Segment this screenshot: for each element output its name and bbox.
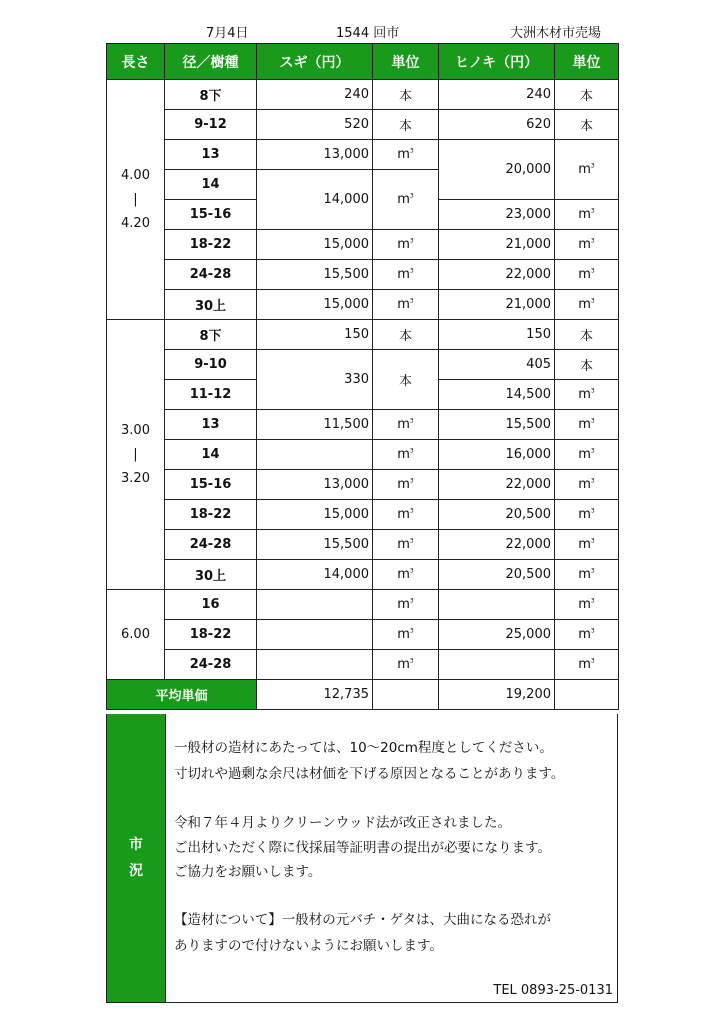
market-note-line: 【造材について】一般材の元バチ・ゲタは、大曲になる恐れが: [174, 912, 552, 928]
hinoki-price: 22,000: [439, 530, 555, 560]
length-cell: [107, 80, 165, 320]
header-market-name: 大洲木材市売場: [510, 26, 602, 41]
unit-symbol: m: [578, 237, 591, 252]
unit-symbol: m: [397, 477, 410, 492]
table-row: [107, 440, 619, 470]
unit-symbol: m: [397, 597, 410, 612]
length-value: 6.00: [121, 626, 150, 642]
hinoki-unit: 本: [555, 80, 619, 110]
length-separator: |: [133, 446, 138, 462]
unit-symbol: m: [578, 297, 591, 312]
market-label-char: 況: [129, 863, 143, 879]
hinoki-unit: $m^3$: [555, 230, 619, 260]
unit-symbol: m: [578, 657, 591, 672]
table-row: [107, 230, 619, 260]
table-row: [107, 260, 619, 290]
price-table: [106, 43, 619, 710]
hinoki-unit: $m^3$: [555, 500, 619, 530]
table-row: [107, 650, 619, 680]
col-header-unit: 単位: [373, 44, 439, 80]
sugi-price: [257, 440, 373, 470]
sugi-price: [257, 590, 373, 620]
sugi-unit: $m^3$: [373, 470, 439, 500]
unit-symbol: m: [578, 267, 591, 282]
market-conditions-text: [165, 714, 617, 1002]
diameter-cell: 16: [165, 590, 257, 620]
sugi-unit: $m^3$: [373, 260, 439, 290]
diameter-cell: 8下: [165, 320, 257, 350]
col-header-hinoki: ヒノキ（円）: [439, 44, 555, 80]
market-label-char: 市: [129, 837, 143, 853]
hinoki-unit: $m^3$: [555, 290, 619, 320]
sugi-unit: $m^3$: [373, 230, 439, 260]
header-date: 7月4日: [206, 26, 249, 41]
hinoki-unit: $m^3$: [555, 590, 619, 620]
hinoki-price: 15,500: [439, 410, 555, 440]
table-row: [107, 320, 619, 350]
sugi-price: 330: [257, 350, 373, 410]
hinoki-price: 20,500: [439, 500, 555, 530]
table-row: [107, 470, 619, 500]
sugi-price: 150: [257, 320, 373, 350]
sugi-price: [257, 650, 373, 680]
table-row: [107, 500, 619, 530]
sugi-price: 15,000: [257, 290, 373, 320]
table-row: [107, 560, 619, 590]
sugi-unit: $m^3$: [373, 590, 439, 620]
hinoki-price: 405: [439, 350, 555, 380]
diameter-cell: 15-16: [165, 470, 257, 500]
table-row: [107, 80, 619, 110]
hinoki-unit: $m^3$: [555, 440, 619, 470]
length-separator: |: [133, 191, 138, 207]
diameter-cell: 18-22: [165, 500, 257, 530]
col-header-unit: 単位: [555, 44, 619, 80]
unit-symbol: m: [397, 657, 410, 672]
hinoki-unit: 本: [555, 110, 619, 140]
sugi-unit: $m^3$: [373, 410, 439, 440]
hinoki-unit: 本: [555, 350, 619, 380]
hinoki-price: 22,000: [439, 470, 555, 500]
sugi-unit: 本: [373, 350, 439, 410]
hinoki-unit: $m^3$: [555, 650, 619, 680]
table-row: [107, 290, 619, 320]
sugi-price: 15,000: [257, 230, 373, 260]
hinoki-unit: $m^3$: [555, 410, 619, 440]
unit-symbol: m: [578, 507, 591, 522]
unit-symbol: m: [578, 597, 591, 612]
sugi-unit: $m^3$: [373, 290, 439, 320]
diameter-cell: 18-22: [165, 230, 257, 260]
diameter-cell: 30上: [165, 290, 257, 320]
sugi-price: [257, 620, 373, 650]
sugi-price: 13,000: [257, 140, 373, 170]
unit-symbol: m: [397, 237, 410, 252]
market-conditions-box: [106, 714, 618, 1003]
sugi-unit: 本: [373, 110, 439, 140]
hinoki-unit: $m^3$: [555, 260, 619, 290]
diameter-cell: 24-28: [165, 260, 257, 290]
hinoki-price: 16,000: [439, 440, 555, 470]
length-value: 3.00: [121, 422, 150, 438]
hinoki-price: [439, 650, 555, 680]
hinoki-unit: 本: [555, 320, 619, 350]
length-cell: [107, 590, 165, 680]
hinoki-price: 14,500: [439, 380, 555, 410]
sugi-price: 14,000: [257, 560, 373, 590]
unit-symbol: m: [397, 507, 410, 522]
average-sugi: 12,735: [257, 680, 373, 710]
hinoki-price: [439, 590, 555, 620]
col-header-length: 長さ: [107, 44, 165, 80]
unit-symbol: m: [578, 417, 591, 432]
sugi-price: 520: [257, 110, 373, 140]
diameter-cell: 15-16: [165, 200, 257, 230]
diameter-cell: 11-12: [165, 380, 257, 410]
table-row: [107, 110, 619, 140]
col-header-diameter: 径／樹種: [165, 44, 257, 80]
diameter-cell: 9-12: [165, 110, 257, 140]
sugi-price: 11,500: [257, 410, 373, 440]
hinoki-price: 20,000: [439, 140, 555, 200]
unit-symbol: m: [397, 417, 410, 432]
unit-symbol: m: [578, 477, 591, 492]
table-row: [107, 620, 619, 650]
unit-symbol: m: [397, 447, 410, 462]
diameter-cell: 9-10: [165, 350, 257, 380]
table-row: [107, 410, 619, 440]
hinoki-price: 21,000: [439, 290, 555, 320]
sugi-price: 240: [257, 80, 373, 110]
hinoki-price: 23,000: [439, 200, 555, 230]
col-header-sugi: スギ（円）: [257, 44, 373, 80]
sugi-unit: $m^3$: [373, 620, 439, 650]
length-cell: [107, 320, 165, 590]
length-value: 4.00: [121, 167, 150, 183]
hinoki-price: 25,000: [439, 620, 555, 650]
unit-symbol: m: [578, 387, 591, 402]
average-hinoki-unit: [555, 680, 619, 710]
average-label: 平均単価: [107, 680, 257, 710]
hinoki-price: 22,000: [439, 260, 555, 290]
hinoki-price: 240: [439, 80, 555, 110]
sugi-price: 15,000: [257, 500, 373, 530]
sugi-unit: $m^3$: [373, 530, 439, 560]
sugi-unit: $m^3$: [373, 500, 439, 530]
unit-symbol: m: [397, 147, 410, 162]
market-note-line: 寸切れや過剰な余尺は材価を下げる原因となることがあります。: [174, 766, 565, 782]
hinoki-unit: $m^3$: [555, 530, 619, 560]
hinoki-unit: $m^3$: [555, 380, 619, 410]
market-note-line: 令和７年４月よりクリーンウッド法が改正されました。: [174, 815, 511, 831]
unit-symbol: m: [397, 297, 410, 312]
sugi-unit: 本: [373, 320, 439, 350]
sugi-price: 13,000: [257, 470, 373, 500]
header-session: 1544 回市: [336, 26, 400, 41]
sugi-price: 15,500: [257, 260, 373, 290]
diameter-cell: 30上: [165, 560, 257, 590]
sugi-unit: $m^3$: [373, 170, 439, 230]
unit-symbol: m: [397, 192, 410, 207]
table-row: [107, 140, 619, 170]
diameter-cell: 14: [165, 440, 257, 470]
hinoki-unit: $m^3$: [555, 620, 619, 650]
sugi-price: 14,000: [257, 170, 373, 230]
hinoki-unit: $m^3$: [555, 470, 619, 500]
hinoki-price: 620: [439, 110, 555, 140]
diameter-cell: 13: [165, 140, 257, 170]
average-hinoki: 19,200: [439, 680, 555, 710]
diameter-cell: 8下: [165, 80, 257, 110]
hinoki-price: 150: [439, 320, 555, 350]
average-sugi-unit: [373, 680, 439, 710]
table-row: [107, 350, 619, 380]
sugi-price: 15,500: [257, 530, 373, 560]
hinoki-unit: $m^3$: [555, 140, 619, 200]
telephone-number: TEL 0893-25-0131: [493, 983, 613, 998]
market-note-line: 一般材の造材にあたっては、10～20cm程度としてください。: [174, 740, 553, 756]
hinoki-unit: $m^3$: [555, 560, 619, 590]
hinoki-price: 20,500: [439, 560, 555, 590]
average-row: [107, 680, 619, 710]
diameter-cell: 13: [165, 410, 257, 440]
table-header-row: [107, 44, 619, 80]
unit-symbol: m: [578, 162, 591, 177]
market-note-line: ご出材いただく際に伐採届等証明書の提出が必要になります。: [174, 840, 551, 856]
unit-symbol: m: [397, 267, 410, 282]
diameter-cell: 14: [165, 170, 257, 200]
unit-symbol: m: [397, 627, 410, 642]
unit-symbol: m: [578, 447, 591, 462]
market-note-line: ありますので付けないようにお願いします。: [174, 938, 443, 954]
unit-symbol: m: [578, 567, 591, 582]
hinoki-unit: $m^3$: [555, 200, 619, 230]
unit-symbol: m: [578, 207, 591, 222]
unit-symbol: m: [578, 627, 591, 642]
sugi-unit: 本: [373, 80, 439, 110]
unit-symbol: m: [397, 537, 410, 552]
unit-symbol: m: [397, 567, 410, 582]
market-note-line: ご協力をお願いします。: [174, 864, 322, 880]
market-conditions-label: [107, 714, 165, 1002]
diameter-cell: 24-28: [165, 530, 257, 560]
length-value: 3.20: [121, 470, 150, 486]
sugi-unit: $m^3$: [373, 560, 439, 590]
diameter-cell: 18-22: [165, 620, 257, 650]
unit-symbol: m: [578, 537, 591, 552]
length-value: 4.20: [121, 215, 150, 231]
diameter-cell: 24-28: [165, 650, 257, 680]
sugi-unit: $m^3$: [373, 650, 439, 680]
hinoki-price: 21,000: [439, 230, 555, 260]
sugi-unit: $m^3$: [373, 440, 439, 470]
table-row: [107, 590, 619, 620]
sugi-unit: $m^3$: [373, 140, 439, 170]
table-row: [107, 530, 619, 560]
